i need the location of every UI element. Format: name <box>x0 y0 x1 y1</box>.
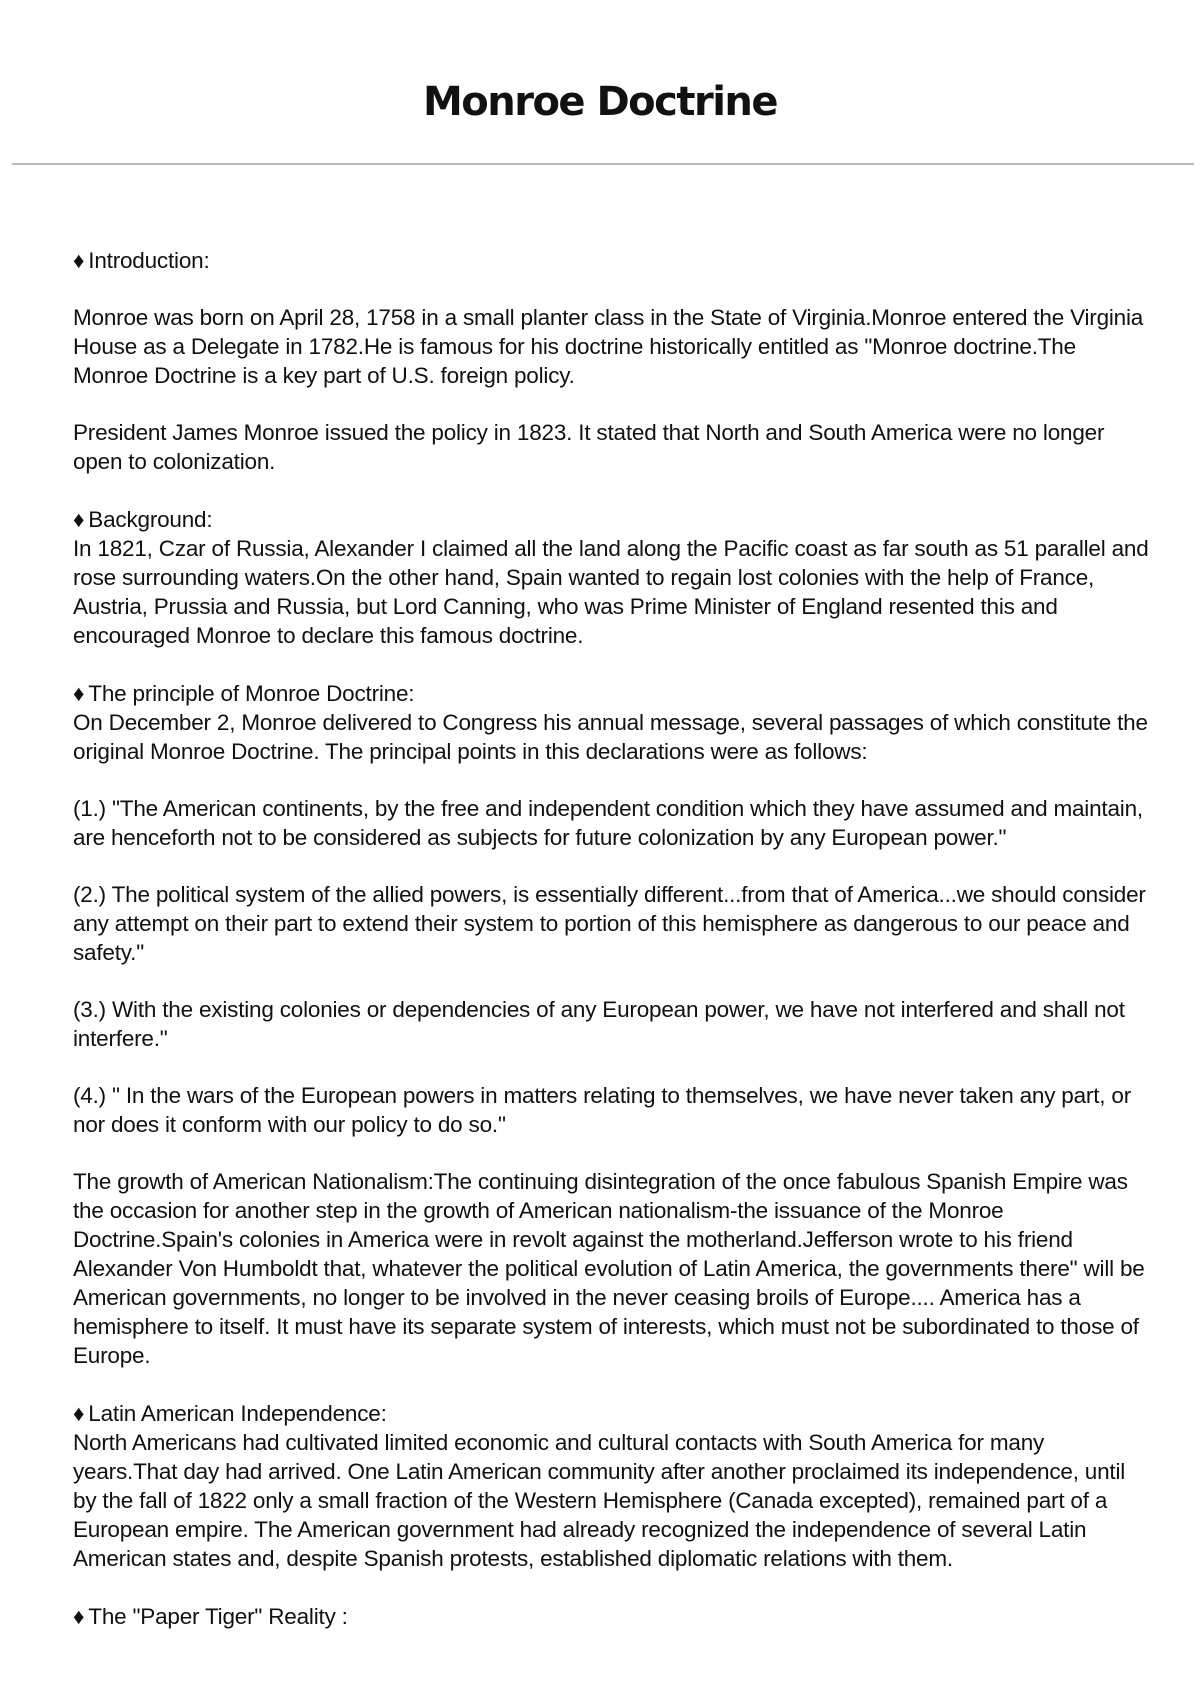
diamond-bullet-icon: ♦ <box>73 1604 85 1629</box>
intro-paragraph: President James Monroe issued the policy in 1823. It stated that North and South America were no longer open to colonization. <box>73 420 1105 474</box>
nationalism-paragraph: The growth of American Nationalism:The continuing disintegration of the once fabulous Spanish Empire was the occasion for another step in the growth of American nationalism-the issuance of the Monroe Doctrine.Spain's colonies in America were in revolt against the motherland.Jefferson wrote to his friend Alexander Von Humboldt that, whatever the political evolution of Latin America, the governments there" will be American governments, no longer to be involved in the never ceasing broils of Europe.... America has a hemisphere to itself. It must have its separate system of interests, which must not be subordinated to those of Europe. <box>73 1169 1145 1368</box>
section-heading-introduction <box>73 246 1153 275</box>
principle-point: (2.) The political system of the allied powers, is essentially different...from that of America...we should consider any attempt on their part to extend their system to portion of this hemisphere as dangerous to our peace and safety." <box>73 882 1146 965</box>
section-heading-paper-tiger <box>73 1602 1153 1631</box>
diamond-bullet-icon: ♦ <box>73 681 85 706</box>
heading-text: Latin American Independence: <box>88 1401 387 1426</box>
latin-america-paragraph: North Americans had cultivated limited economic and cultural contacts with South America for many years.That day had arrived. One Latin American community after another proclaimed its independence, until by the fall of 1822 only a small fraction of the Western Hemisphere (Canada excepted), remained part of a European empire. The American government had already recognized the independence of several Latin American states and, despite Spanish protests, established diplomatic relations with them. <box>73 1430 1126 1571</box>
heading-text: Introduction: <box>88 248 210 273</box>
principle-point: (1.) "The American continents, by the free and independent condition which they have assumed and maintain, are henceforth not to be considered as subjects for future colonization by any European power." <box>73 796 1143 850</box>
principle-paragraph: On December 2, Monroe delivered to Congress his annual message, several passages of which constitute the original Monroe Doctrine. The principal points in this declarations were as follows: <box>73 710 1148 764</box>
principle-point: (4.) " In the wars of the European powers in matters relating to themselves, we have never taken any part, or nor does it conform with our policy to do so." <box>73 1083 1131 1137</box>
principle-point: (3.) With the existing colonies or dependencies of any European power, we have not interfered and shall not interfere." <box>73 997 1125 1051</box>
intro-paragraph: Monroe was born on April 28, 1758 in a small planter class in the State of Virginia.Monroe entered the Virginia House as a Delegate in 1782.He is famous for his doctrine historically entitled as "Monroe doctrine.The Monroe Doctrine is a key part of U.S. foreign policy. <box>73 305 1144 388</box>
title-divider <box>12 163 1194 165</box>
heading-text: The principle of Monroe Doctrine: <box>88 681 415 706</box>
document-body <box>73 246 1153 1631</box>
section-heading-principle <box>73 679 1153 708</box>
section-heading-background <box>73 505 1153 534</box>
diamond-bullet-icon: ♦ <box>73 1401 85 1426</box>
section-heading-latin-america <box>73 1399 1153 1428</box>
heading-text: Background: <box>88 507 213 532</box>
heading-text: The "Paper Tiger" Reality : <box>88 1604 348 1629</box>
document-title: Monroe Doctrine <box>422 79 778 125</box>
diamond-bullet-icon: ♦ <box>73 248 85 273</box>
diamond-bullet-icon: ♦ <box>73 507 85 532</box>
background-paragraph: In 1821, Czar of Russia, Alexander I claimed all the land along the Pacific coast as far south as 51 parallel and rose surrounding waters.On the other hand, Spain wanted to regain lost colonies with the help of France, Austria, Prussia and Russia, but Lord Canning, who was Prime Minister of England resented this and encouraged Monroe to declare this famous doctrine. <box>73 536 1149 648</box>
